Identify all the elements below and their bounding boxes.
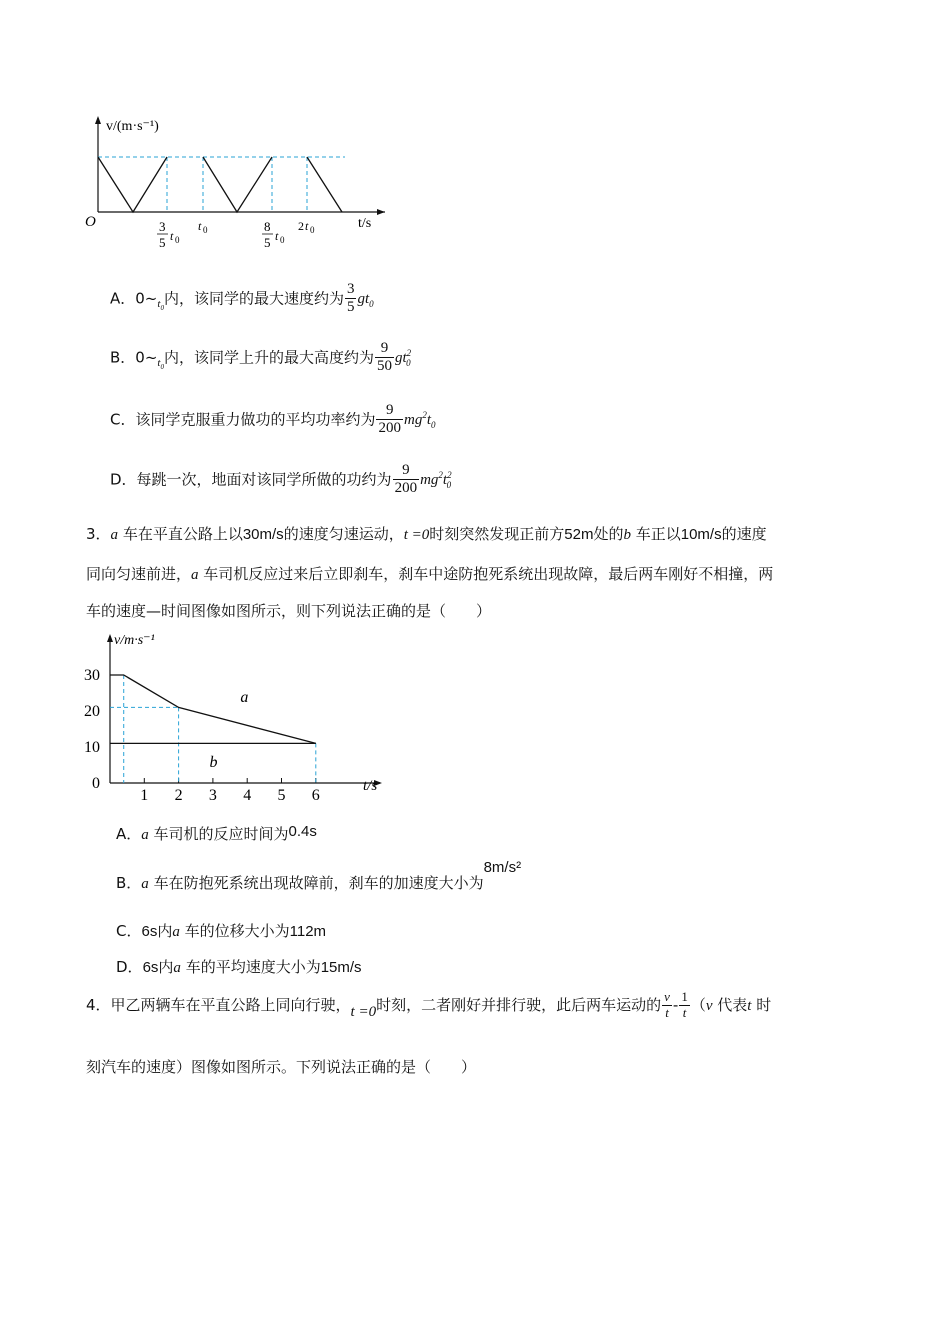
q4-line-2: 刻汽车的速度）图像如图所示。下列说法正确的是（ ） (86, 1058, 477, 1076)
svg-text:8: 8 (264, 219, 271, 234)
x-axis-label: t/s (363, 778, 378, 794)
series-a-label: a (240, 689, 249, 706)
fig1-tick-8-5t0 (262, 219, 285, 250)
svg-text:t: t (305, 219, 309, 233)
svg-text:t: t (170, 229, 174, 243)
svg-text:2: 2 (298, 219, 304, 233)
q4-line-1: 4．甲乙两辆车在平直公路上同向行驶，t =0时刻，二者刚好并排行驶，此后两车运动的 $\frac{v}{t}$ - $\frac{1}{t}$ （v 代表t 时 (86, 989, 772, 1020)
y-tick-label: 30 (84, 667, 100, 684)
q3-option-d: D．6s内a 车的平均速度大小为15m/s (116, 958, 362, 976)
figure-1-vt-graph (80, 112, 390, 252)
q3-option-a: A．a 车司机的反应时间为0.4s (116, 823, 317, 843)
svg-text:0: 0 (280, 235, 285, 245)
fig1-origin: O (85, 214, 96, 230)
y-tick-label: 0 (92, 775, 100, 792)
y-axis-arrow (107, 634, 113, 642)
x-tick-label: 1 (140, 787, 149, 803)
q2-option-d: D．每跳一次，地面对该同学所做的功约为 $\frac{9}{200}$ $mg^2t^2_0$ (110, 462, 452, 497)
fig1-xlabel: t/s (358, 216, 372, 231)
x-tick-label: 2 (174, 787, 183, 803)
svg-text:5: 5 (159, 235, 166, 250)
q3-line-3: 车的速度—时间图像如图所示，则下列说法正确的是（ ） (86, 602, 492, 620)
svg-text:t: t (275, 229, 279, 243)
fig1-tick-3-5t0 (157, 219, 180, 250)
q3-line-2: 同向匀速前进，a 车司机反应过来后立即刹车，刹车中途防抱死系统出现故障，最后两车刚好不相撞，两 (86, 565, 774, 583)
series-a-line (110, 675, 316, 743)
y-tick-label: 20 (84, 703, 100, 720)
q3-option-b: B．a 车在防抱死系统出现故障前，刹车的加速度大小为8m/s² (116, 859, 522, 892)
fig1-tick-2t0 (298, 219, 315, 235)
fig1-tick-t0 (198, 219, 208, 235)
q3-option-c: C．6s内a 车的位移大小为112m (116, 922, 327, 940)
series-b-label: b (209, 753, 218, 771)
x-tick-label: 3 (208, 787, 217, 803)
svg-text:0: 0 (175, 235, 180, 245)
x-tick-label: 4 (243, 787, 252, 803)
q3-line-1: 3．a 车在平直公路上以30m/s的速度匀速运动，t =0时刻突然发现正前方52m处的b 车正以10m/s的速度 (86, 525, 767, 543)
q2-option-c: C．该同学克服重力做功的平均功率约为 $\frac{9}{200}$ $mg^2t_0$ (110, 402, 436, 437)
svg-text:3: 3 (159, 219, 166, 234)
y-tick-label: 10 (84, 739, 100, 756)
q2-option-b: B．$0\sim_{t_0}$内，该同学上升的最大高度约为 $\frac{9}{50}$ $gt^2_0$ (110, 340, 412, 375)
svg-text:0: 0 (203, 225, 208, 235)
q2-option-a: A．$0\sim_{t_0}$内，该同学的最大速度约为 $\frac{3}{5}$ $gt_0$ (110, 281, 374, 316)
x-tick-label: 5 (277, 787, 286, 803)
y-axis-label: v/m·s⁻¹ (114, 633, 155, 648)
fig1-ylabel: v/(m·s⁻¹) (106, 119, 159, 134)
figure-2-vt-chart (80, 628, 390, 803)
svg-text:t: t (198, 219, 202, 233)
x-tick-label: 6 (311, 787, 320, 803)
svg-text:5: 5 (264, 235, 271, 250)
svg-text:0: 0 (310, 225, 315, 235)
